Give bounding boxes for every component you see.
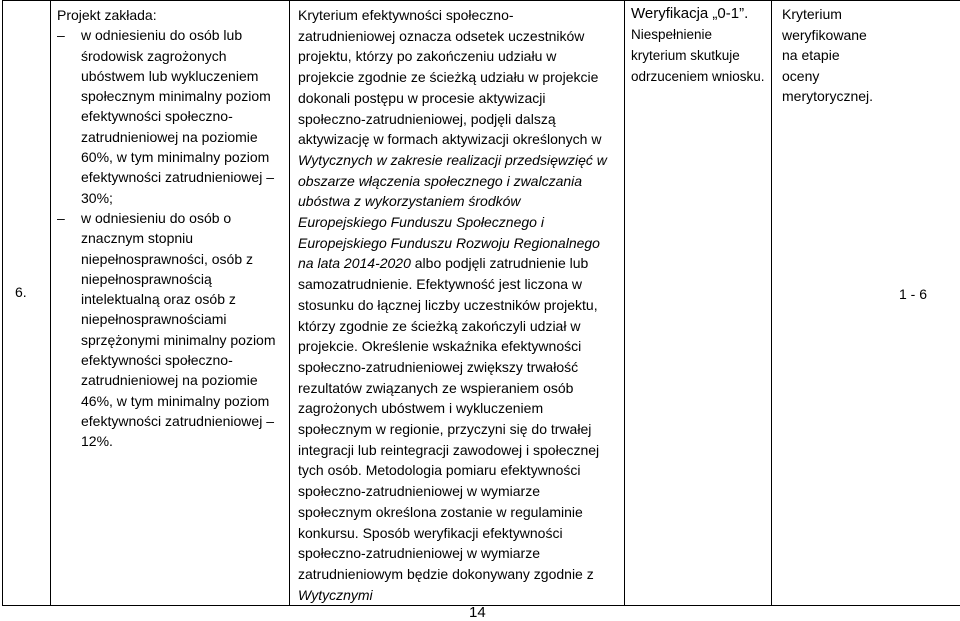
verification-note: Niespełnienie kryterium skutkuje odrzuceniem wniosku. — [631, 27, 765, 84]
row-number-cell — [3, 1, 51, 606]
list-item-text: w odniesieniu do osób lub środowisk zagrożonych ubóstwem lub wykluczeniem społecznym minimalny poziom efektywności społeczno-zatrudnieniowej na poziomie 60%, w tym minimalny poziom efektywności zatrudnieniowej – 30%; — [81, 27, 274, 206]
verification-title: Weryfikacja „0-1”. — [631, 5, 749, 22]
dash-bullet: – — [57, 27, 65, 44]
table-row — [3, 1, 960, 606]
definition-part1: Kryterium efektywności społeczno-zatrudnieniowej oznacza odsetek uczestników projektu, którzy po zakończeniu udziału w projekcie zgodnie ze ścieżką udziału w projekcie dokonali postępu w procesie aktywizacji społeczno-zatrudnieniowej, podjęli dalszą aktywizację w formach aktywizacji określonych w — [298, 7, 602, 148]
assessment-stage-cell — [772, 1, 960, 606]
row-number: 6. — [15, 284, 27, 300]
assessment-stage-text: Kryterium weryfikowane na etapie oceny merytorycznej. — [782, 6, 874, 104]
list-item-text: w odniesieniu do osób o znacznym stopniu niepełnosprawności, osób z niepełnosprawnością intelektualną oraz osób z niepełnosprawnościami sprzężonymi minimalny poziom efektywności społeczno-zatrudnieniowej na poziomie 46%, w tym minimalny poziom efektywności zatrudnieniowej – 12%. — [81, 209, 276, 450]
dash-bullet: – — [57, 209, 65, 226]
verification-cell — [625, 1, 772, 606]
description-intro: Projekt zakłada: — [57, 7, 157, 23]
list-item — [57, 25, 289, 208]
page-number: 14 — [469, 604, 486, 621]
points-range: 1 - 6 — [899, 286, 928, 302]
definition-italic-guidelines: Wytycznych w zakresie realizacji przedsięwzięć w obszarze włączenia społecznego i zwalczania ubóstwa z wykorzystaniem środków Europejskiego Funduszu Społecznego i Europejskiego Funduszu Rozwoju Regionalnego na lata 2014-2020 — [298, 151, 607, 272]
criterion-definition-cell — [290, 1, 625, 606]
definition-text — [298, 5, 610, 605]
definition-part2: albo podjęli zatrudnienie lub samozatrudnienie. Efektywność jest liczona w stosunku do łącznej liczby uczestników projektu, którzy zgodnie ze ścieżką zakończyli udział w projekcie. Określenie wskaźnika efektywności społeczno-zatrudnieniowej zwiększy trwałość rezultatów związanych ze wspieraniem osób zagrożonych ubóstwem i wykluczeniem społecznym w regionie, przyczyni się do trwałej integracji lub reintegracji zawodowej i społecznej tych osób. Metodologia pomiaru efektywności społeczno-zatrudnieniowej w wymiarze społecznym określona zostanie w regulaminie konkursu. Sposób weryfikacji efektywności społeczno-zatrudnieniowej w wymiarze zatrudnieniowym będzie dokonywany zgodnie z — [298, 255, 600, 582]
definition-italic-guidelines-2: Wytycznymi — [298, 586, 373, 603]
criteria-table — [2, 0, 960, 606]
criterion-description-cell — [51, 1, 290, 606]
list-item — [57, 208, 289, 452]
